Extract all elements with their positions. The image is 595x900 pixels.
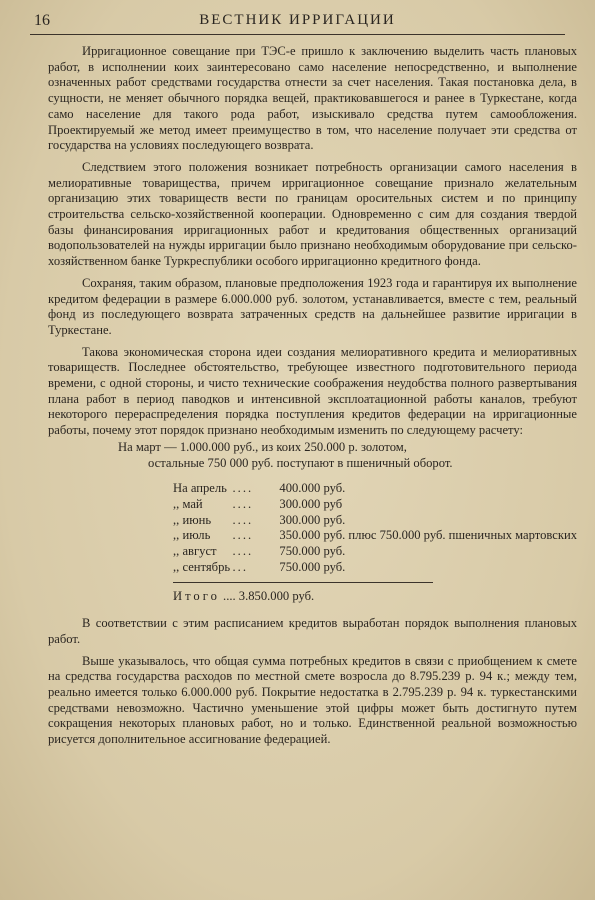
schedule-amount: 750.000 руб. (279, 544, 346, 559)
schedule-amount: 300.000 руб. (279, 512, 346, 527)
schedule-amount: 300.000 руб (279, 496, 343, 511)
schedule-dots: .... (232, 512, 254, 527)
schedule-month-name: август (182, 544, 217, 559)
schedule-row (173, 497, 577, 513)
schedule-row (173, 560, 577, 576)
paragraph: Выше указывалось, что общая сумма потребных кредитов в связи с приобщением к смете на средства государства расходов по местной смете возросла до 8.795.239 р. 94 к.; между тем, реально имеется только 6.000.000 руб. Покрытие недостатка в 2.795.239 р. 94 к. туркестанскими средствами невозможно. Частично уменьшение этой цифры может быть достигнуто путем сокращения некоторых плановых работ, но и только. Единственной реальной возможностью рисуется дополнительное ассигнование федерацией. (48, 653, 577, 747)
total-amount: 3.850.000 руб. (238, 588, 315, 603)
schedule-month-name: апрель (190, 481, 227, 496)
schedule-month: На апрель (173, 481, 227, 496)
schedule-total (173, 589, 577, 605)
schedule-amount: 750.000 руб. (279, 559, 346, 574)
schedule-dots: .... (232, 496, 254, 511)
header-rule (30, 34, 565, 35)
schedule-row (173, 528, 577, 544)
total-label: Итого (173, 588, 220, 603)
schedule-month-name: июнь (182, 512, 212, 527)
credit-schedule (173, 481, 577, 575)
schedule-month: ,, июнь (173, 512, 212, 527)
running-title: ВЕСТНИК ИРРИГАЦИИ (199, 12, 396, 28)
schedule-amount: 350.000 руб. плюс 750.000 руб. пшеничных мартовских (279, 528, 577, 543)
schedule-row (173, 513, 577, 529)
schedule-rule (173, 582, 433, 583)
schedule-dots: .... (232, 481, 254, 496)
page-number: 16 (34, 12, 50, 29)
schedule-dots: .... (232, 528, 254, 543)
paragraph: Ирригационное совещание при ТЭС-е пришло к заключению выделить часть плановых работ, в исполнении коих заинтересовано само население непосредственно, и выполнение означенных работ средствами государства отнести за счет населения. Такая постановка дела, в сущности, не меняет обычного порядка вещей, практиковавшегося и ранее в Туркестане, когда само население для такого рода работ, изыскивало средства путем самообложения. Проектируемый же метод имеет преимущество в том, что население получает эти средства от государства на условиях последующего возврата. (48, 44, 577, 153)
paragraph: В соответствии с этим расписанием кредитов выработан порядок выполнения плановых работ. (48, 616, 577, 646)
page-header (30, 10, 565, 34)
schedule-dots: ... (232, 559, 248, 574)
schedule-month: ,, сентябрь (173, 559, 231, 574)
paragraph: Такова экономическая сторона идеи создания мелиоративного кредита и мелиоративных товариществ. Последнее обстоятельство, требующее известного подготовительного периода времени, с одной стороны, и чисто технические соображения неудобства полного развертывания плана работ в период паводков и интенсивной эксплоатационной работы каналов, требуют некоторого перераспределения порядка поступления кредитов федерации на ирригационные работы, почему этот порядок признано необходимым изменить по следующему расчету: (48, 344, 577, 438)
schedule-month: ,, август (173, 544, 217, 559)
schedule-month-name: сентябрь (182, 559, 231, 574)
schedule-month: ,, май (173, 496, 203, 511)
schedule-month-name: июль (182, 528, 211, 543)
schedule-row (173, 481, 577, 497)
total-dots: .... (223, 588, 236, 603)
schedule-dots: .... (232, 544, 254, 559)
schedule-month: ,, июль (173, 528, 211, 543)
calculation-first-line: На март — 1.000.000 руб., из коих 250.000 р. золотом, (118, 439, 407, 454)
schedule-row (173, 544, 577, 560)
schedule-month-name: май (182, 496, 203, 511)
calculation-continuation: остальные 750 000 руб. поступают в пшеничный оборот. (148, 455, 453, 470)
schedule-amount: 400.000 руб. (279, 481, 346, 496)
body-text (48, 44, 577, 754)
paragraph: Сохраняя, таким образом, плановые предположения 1923 года и гарантируя их выполнение кредитом федерации в размере 6.000.000 руб. золотом, устанавливается, вместе с тем, реальный фонд из последующего возврата затраченных средств на дальнейшее развитие ирригации в Туркестане. (48, 275, 577, 337)
paragraph: Следствием этого положения возникает потребность организации самого населения в мелиоративные товарищества, причем ирригационное совещание признало желательным организацию этих товариществ вести по границам оросительных систем и по принципу строительства сельско-хозяйственной кооперации. Одновременно с сим для создания твердой базы финансирования ирригационных работ и кредитования общественных организаций водопользователей на нужды ирригации было признано необходимым оборудование при сельско-хозяйственном банке Туркреспублики особого ирригационно кредитного фонда. (48, 159, 577, 269)
